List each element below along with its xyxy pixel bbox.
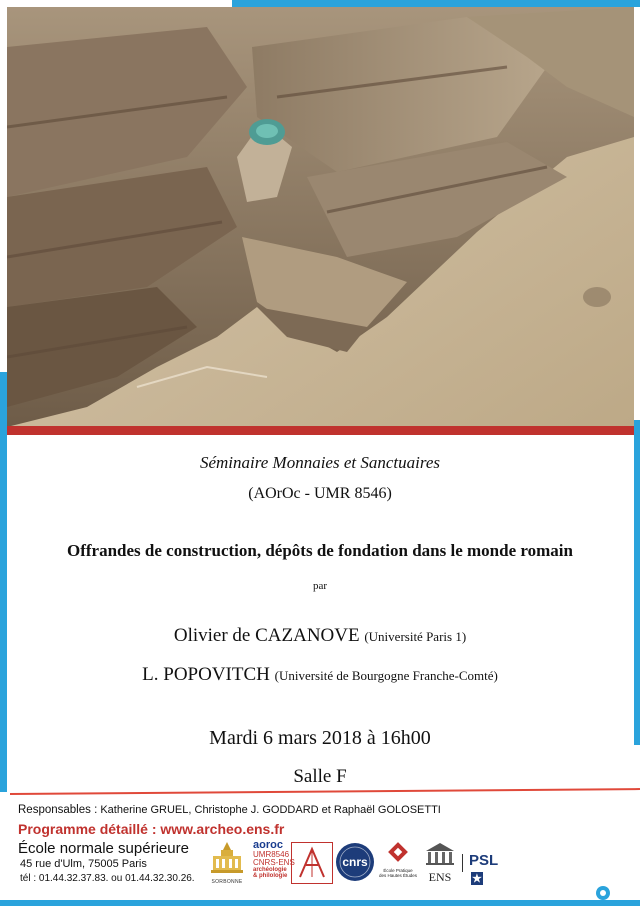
accessibility-icon[interactable]: [596, 886, 610, 900]
sorbonne-text: SORBONNE: [211, 879, 243, 885]
organizers-names: Katherine GRUEL, Christophe J. GODDARD et Raphaël GOLOSETTI: [100, 804, 441, 816]
school-name: École normale supérieure: [18, 840, 189, 857]
by-label: par: [312, 580, 328, 592]
organizers: [18, 804, 441, 816]
excavation-photo: [7, 7, 634, 427]
ephe-line-2: des Hautes Études: [378, 872, 418, 878]
ens-logo: [422, 842, 458, 886]
speaker-1-name: Olivier de CAZANOVE: [173, 625, 360, 646]
aoroc-line-1: UMR8546: [253, 850, 290, 859]
organizers-label: Responsables :: [18, 804, 98, 816]
school-address: 45 rue d'Ulm, 75005 Paris: [20, 858, 147, 870]
ephe-diamond-icon: [386, 842, 410, 864]
ens-building-icon: [425, 842, 455, 866]
school-phone: tél : 01.44.32.37.83. ou 01.44.32.30.26.: [20, 873, 195, 884]
aoroc-line-3: archéologie: [253, 867, 287, 873]
cnrs-logo: [335, 842, 375, 882]
logo-separator: [462, 854, 463, 872]
programme-link[interactable]: Programme détaillé : www.archeo.ens.fr: [18, 821, 285, 837]
psl-logo: [469, 852, 498, 886]
quill-emblem-icon: [292, 843, 332, 883]
frame-bottom-bar: [0, 900, 640, 906]
psl-star-icon: ★: [472, 873, 482, 885]
research-unit: (AOrOc - UMR 8546): [248, 485, 392, 502]
aoroc-line-2: CNRS-ENS: [253, 858, 295, 867]
event-date: Mardi 6 mars 2018 à 16h00: [209, 727, 431, 749]
red-band: [7, 426, 634, 435]
aoroc-name: aoroc: [253, 839, 283, 851]
speaker-2-affiliation: (Université de Bourgogne Franche-Comté): [274, 668, 498, 683]
aoroc-line-4: & philologie: [253, 873, 288, 879]
frame-top-bar: [232, 0, 640, 7]
psl-text: PSL: [469, 852, 499, 869]
seminar-series: Séminaire Monnaies et Sanctuaires: [199, 453, 440, 472]
cnrs-text: cnrs: [342, 855, 368, 869]
aoroc-emblem: [291, 842, 333, 884]
ephe-logo: [377, 842, 419, 886]
event-room: Salle F: [293, 766, 347, 787]
ephe-line-1: École Pratique: [383, 867, 413, 873]
sorbonne-building-icon: [207, 840, 247, 874]
speaker-1: [0, 625, 640, 647]
footer-divider: [10, 788, 640, 795]
ens-text: ENS: [428, 870, 452, 884]
sorbonne-logo: [207, 840, 247, 886]
speaker-1-affiliation: (Université Paris 1): [364, 629, 467, 644]
speaker-2: [0, 664, 640, 686]
talk-title: Offrandes de construction, dépôts de fondation dans le monde romain: [67, 541, 573, 560]
speaker-2-name: L. POPOVITCH: [142, 664, 270, 685]
